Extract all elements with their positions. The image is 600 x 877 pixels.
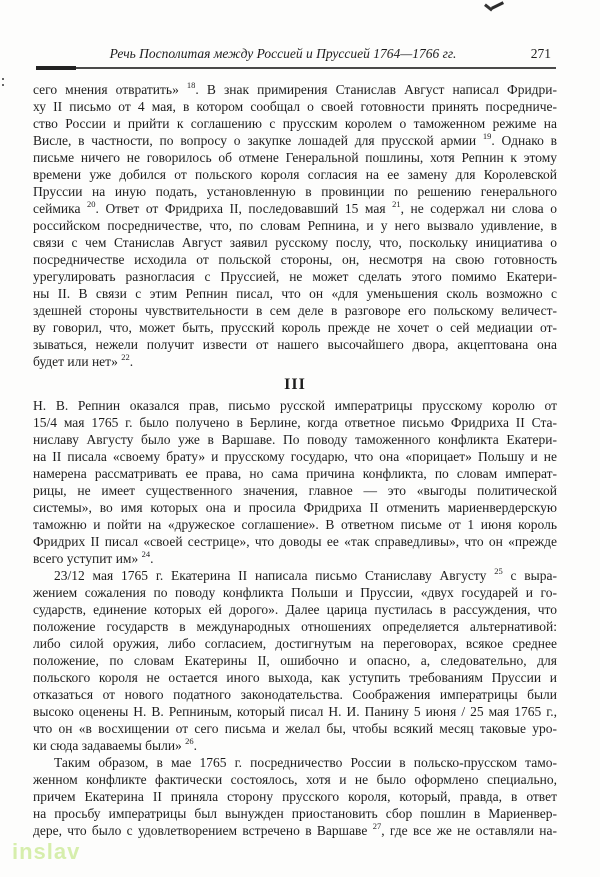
footnote-ref: 26 — [185, 737, 194, 746]
running-head-title: Речь Посполитая между Россией и Пруссией 1764—1766 гг. — [109, 46, 457, 61]
text-line: времени уже добился от польского короля согласия на ее замену для Королевской — [33, 167, 557, 182]
paragraph — [33, 397, 557, 567]
text-line: Пруссии на иную подать, установленную в провинции по решению генерального — [33, 184, 557, 199]
footnote-ref: 18 — [186, 81, 196, 90]
text-line: 23/12 мая 1765 г. Екатерина II написала письмо Станиславу Августу $^{25}$ с выра- — [54, 567, 557, 583]
footnote-ref: 25 — [494, 567, 503, 576]
paragraph — [33, 754, 557, 839]
text-line: дере, что было с удовлетворением встречено в Варшаве $^{27}$, где все же не оставляли на- — [33, 822, 557, 838]
paragraph — [33, 81, 557, 370]
text-line: Н. В. Репнин оказался прав, письмо русской императрицы прусскому королю от — [33, 398, 557, 413]
text-line: жением сожаления по поводу конфликта Польши и Пруссии, «двух государей и го- — [33, 585, 557, 600]
text-line: российском посредничестве, что, по словам Репнина, и у него вызвало удивление, в — [33, 218, 557, 233]
footnote-ref: 19 — [482, 132, 492, 141]
text-line: ны II. В связи с этим Репнин писал, что он «для уменьшения сколь возможно с — [33, 286, 557, 301]
text-line: высоко оценены Н. В. Репниным, который писал Н. И. Панину 5 июня / 25 мая 1765 г., — [33, 704, 557, 719]
text-line: ву говорил, что, может быть, прусский король прежде не хочет о сей медиации от- — [33, 320, 557, 335]
text-line: ниславу Августу было уже в Варшаве. По поводу таможенного конфликта Екатери- — [33, 432, 557, 447]
text-line: зываться, нежели получит извести от нашего высочайшего двора, акцептована она — [33, 337, 557, 352]
text-line: ство России и прийти к соглашению с прусским королем о таможенном режиме на — [33, 116, 557, 131]
text-line: ху II письмо от 4 мая, в котором сообщал о своей готовности принять посредниче- — [33, 99, 557, 114]
section-heading: III — [284, 376, 306, 393]
text-line: сударств, единение которых ей дорого». Далее царица пустилась в рассуждения, что — [33, 602, 557, 617]
text-line: рицы, не имеет существенного значения, главное — это «выгоды политической — [33, 483, 557, 498]
text-line: женном конфликте фактически состоялось, хотя и не было оформлено специально, — [33, 772, 557, 787]
footnote-ref: 21 — [392, 200, 401, 209]
text-line: письме ничего не говорилось об отмене Генеральной пошлины, хотя Репнин к этому — [33, 150, 557, 165]
text-line: Висле, в частности, по вопросу о закупке лошадей для прусской армии $^{19}$. Однако в — [33, 132, 557, 148]
watermark: inslav — [12, 839, 81, 864]
page-body — [33, 81, 557, 839]
scan-artifact-icon — [2, 78, 4, 80]
text-line: положение государств в международных отношениях определяется альтернативой: — [33, 619, 557, 634]
scan-artifact-icon — [491, 1, 504, 9]
text-line: ки сюда задаваемы были» $^{26}$. — [33, 737, 198, 753]
text-line: посредничестве исходила от польской стороны, он, несмотря на свою готовность — [33, 252, 557, 267]
text-line: связи с чем Станислав Август заявил русскому послу, что, поскольку инициатива о — [33, 235, 557, 250]
text-line: на просьбу императрицы был вынужден приостановить сбор пошлин в Мариенвер- — [33, 806, 557, 821]
text-line: что он «в восхищении от сего письма и желал бы, чтобы всякий месяц таковые уро- — [33, 721, 557, 736]
text-line: польского короля не остается иного выхода, как уступить требованиям Пруссии и — [33, 670, 557, 685]
page-number: 271 — [530, 46, 551, 61]
footnote-ref: 27 — [372, 822, 382, 831]
text-line: сего мнения отвратить» $^{18}$. В знак примирения Станислав Август написал Фридри- — [33, 81, 557, 97]
text-line: урегулировать разногласия с Пруссией, не может сделать этого помимо Екатери- — [33, 269, 557, 284]
text-line: таможню и пойти на «дружеское соглашение». В ответном письме от 1 июня король — [33, 517, 557, 532]
text-line: либо силой оружия, либо согласием, достигнутым на переговорах, всякое среднее — [33, 636, 557, 651]
footnote-ref: 20 — [87, 200, 96, 209]
running-head — [33, 45, 557, 63]
text-line: 15/4 мая 1765 г. было получено в Берлине, когда ответное письмо Фридриха II Ста- — [33, 415, 557, 430]
header-rule — [36, 67, 556, 69]
text-line: отказаться от нового податного законодательства. Соображения императрицы были — [33, 687, 557, 702]
text-line: Фридрих II писал «своей сестрице», что доводы ее «так справедливы», что он «прежде — [33, 534, 557, 549]
text-line: намерена рассматривать ее права, но сама причина конфликта, по словам императ- — [33, 466, 557, 481]
text-line: будет или нет» $^{22}$. — [33, 353, 134, 369]
text-line: положение, по словам Екатерины II, ошибочно и опасно, а, следовательно, для — [33, 653, 557, 668]
text-line: Таким образом, в мае 1765 г. посредничество России в польско-прусском тамо- — [54, 755, 557, 770]
footnote-ref: 22 — [121, 353, 130, 362]
paragraph — [33, 567, 557, 754]
text-line: системы», во имя которых она и просила Фридриха II отменить мариенвердерскую — [33, 500, 557, 515]
text-line: на II писала «своему брату» и прусскому государю, что она «порицает» Польшу и не — [33, 449, 557, 464]
text-line: причем Екатерина II приняла сторону прусского короля, который, правда, в ответ — [33, 789, 557, 804]
text-line: всего уступит им» $^{24}$. — [33, 550, 154, 566]
text-line: сеймика $^{20}$. Ответ от Фридриха II, последовавший 15 мая $^{21}$, не содержал ни слова о — [33, 200, 557, 216]
footnote-ref: 24 — [141, 550, 151, 559]
text-line: здешней стороны чувствительности в сем деле в разговоре его польскому величест- — [33, 303, 557, 318]
